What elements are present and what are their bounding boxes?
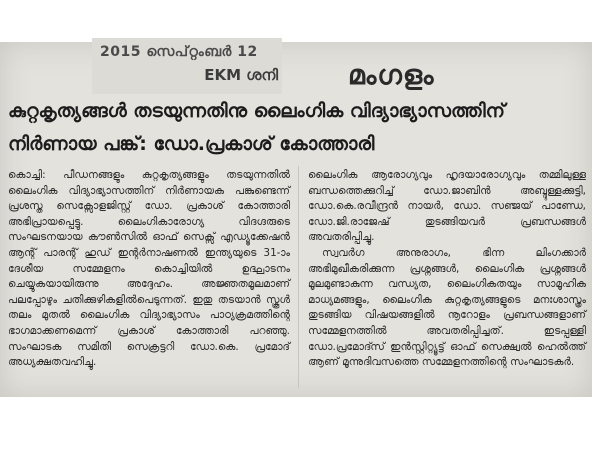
column-divider	[298, 166, 299, 388]
newspaper-logo: മംഗളം	[348, 60, 435, 91]
edition-day: EKM ശനി	[204, 66, 278, 84]
article-column-right	[308, 168, 586, 371]
headline-line-1: കുറ്റകൃത്യങ്ങൾ തടയുന്നതിനു ലൈംഗിക വിദ്യാഭ്യാസത്തിന്	[8, 100, 505, 122]
article-paragraph: സ്വവർഗ അനുരാഗം, ഭിന്ന ലിംഗക്കാർ അഭിമുഖീകരിക്കുന്ന പ്രശ്നങ്ങൾ, ലൈംഗിക പ്രശ്നങ്ങൾ മൂലമുണ്ടാകുന്ന വന്ധ്യത, ലൈംഗികതയും സാമൂഹിക മാധ്യമങ്ങളും, ലൈംഗിക കുറ്റകൃത്യങ്ങളുടെ മനഃശാസ്ത്രം തുടങ്ങിയ വിഷയങ്ങളിൽ നൂറോളം പ്രബന്ധങ്ങളാണ് സമ്മേളനത്തിൽ അവതരിപ്പിച്ചത്. ഇടപ്പള്ളി ഡോ.പ്രമോദ്സ് ഇൻസ്റ്റിറ്റ്യൂട്ട് ഓഫ് സെക്ഷ്വൽ ഹെൽത്ത് ആണ് മൂന്നുദിവസത്തെ സമ്മേളനത്തിന്റെ സംഘാടകർ.	[308, 246, 586, 369]
article-paragraph: കൊച്ചി: പീഡനങ്ങളും കുറ്റകൃത്യങ്ങളും തടയുന്നതിൽ ലൈംഗിക വിദ്യാഭ്യാസത്തിന് നിർണായക പങ്കുണ്ടെന്ന് പ്രശസ്ത സെക്സോളജിസ്റ്റ് ഡോ. പ്രകാശ് കോത്താരി അഭിപ്രായപ്പെട്ടു. ലൈംഗികാരോഗ്യ വിദഗ്ദരുടെ സംഘടനയായ കൗൺസിൽ ഓഫ് സെക്സ് എഡ്യൂക്കേഷൻ ആന്റ് പാരന്റ് ഹുഡ് ഇന്റർനാഷണൽ ഇന്ത്യയുടെ 31-ാം ദേശീയ സമ്മേളനം കൊച്ചിയിൽ ഉദ്ഘാടനം ചെയ്യുകയായിരുന്നു അദ്ദേഹം. അജ്ഞതമൂലമാണ് പലപ്പോഴും ചതിക്കുഴികളിൽപെടുന്നത്. ഇതു തടയാൻ സ്കൂൾ തലം മുതൽ ലൈംഗിക വിദ്യാഭ്യാസം പാഠ്യക്രമത്തിന്റെ ഭാഗമാക്കണമെന്ന് പ്രകാശ് കോത്താരി പറഞ്ഞു. സംഘാടക സമിതി സെക്രട്ടറി ഡോ.കെ. പ്രമോദ് അധ്യക്ഷതവഹിച്ചു.	[8, 169, 290, 369]
article-column-left	[8, 168, 290, 371]
article-paragraph: ലൈംഗിക ആരോഗ്യവും ഹൃദയാരോഗ്യവും തമ്മിലുള്ള ബന്ധത്തെക്കുറിച്ച് ഡോ.ജാബിൻ അബ്ദുള്ളക്കുട്ടി, ഡോ.കെ.രവീന്ദ്രൻ നായർ, ഡോ. സഞ്ജയ് പാണ്ഡേ, ഡോ.ജി.രാജേഷ് തുടങ്ങിയവർ പ്രബന്ധങ്ങൾ അവതരിപ്പിച്ചു.	[308, 169, 586, 244]
publication-date: 2015 സെപ്റ്റംബർ 12	[100, 44, 258, 60]
headline-line-2: നിർണായ പങ്ക്: ഡോ.പ്രകാശ് കോത്താരി	[8, 133, 375, 155]
